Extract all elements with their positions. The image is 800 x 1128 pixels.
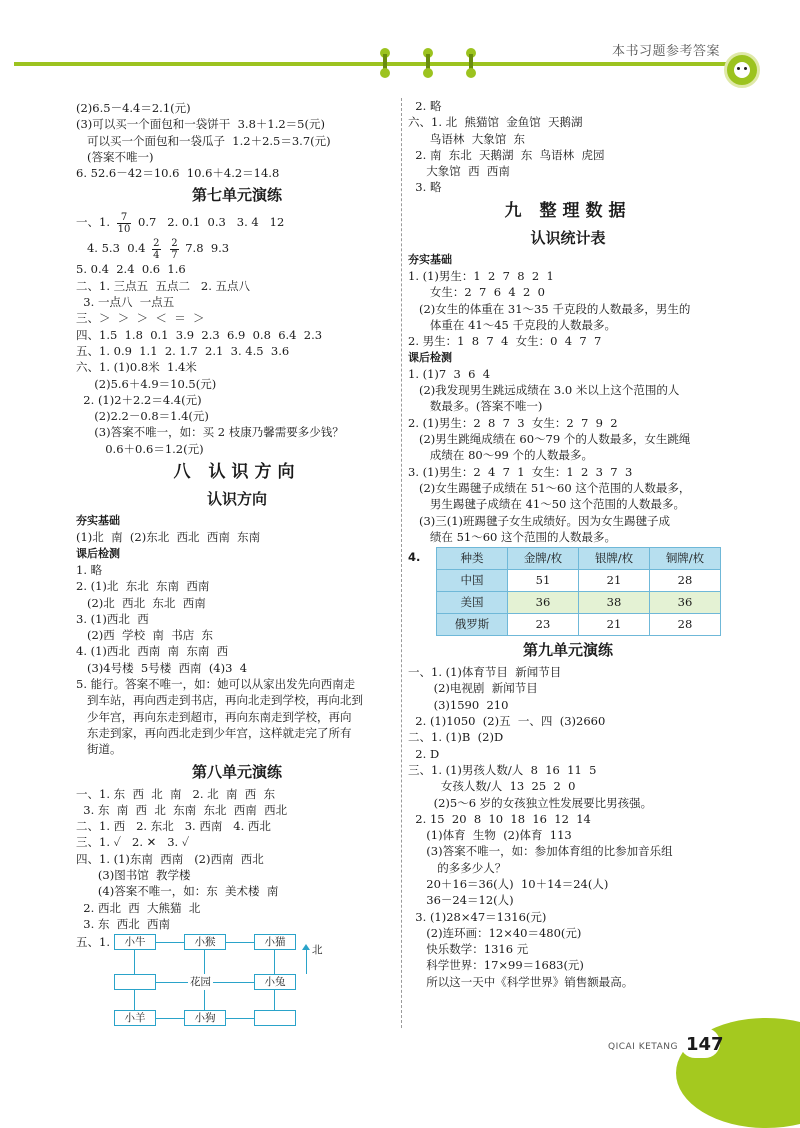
answer-line: 女生：2 7 6 4 2 0: [408, 285, 545, 300]
answer-line: 2. 略: [408, 99, 442, 113]
table-header-cell: 铜牌/枚: [650, 548, 721, 570]
answer-line: 1. 略: [76, 562, 103, 577]
answer-line: 三、＞ ＞ ＞ ＜ ＝ ＞: [76, 311, 205, 326]
answer-line: 三、1. ✓ 2. ✕ 3. ✓: [76, 835, 190, 850]
header-title: 本书习题参考答案: [612, 44, 721, 59]
mascot-logo-icon: [724, 52, 760, 88]
chapter8-title: 八 认识方向: [173, 462, 301, 483]
answer-line: 2. 南 东北 天鹅湖 东 鸟语林 虎园: [408, 147, 605, 162]
map-blank-box: [114, 974, 156, 990]
q4-block: [408, 547, 728, 636]
answer-line: (2)女生踢毽子成绩在 51～60 这个范围的人数最多，: [408, 480, 691, 495]
section8-title: 认识方向: [206, 490, 267, 509]
answer-line: (1)北 南 (2)东北 西北 西南 东南: [76, 530, 261, 545]
table-row: [437, 614, 721, 636]
answer-line: (3)答案不唯一，如：买 2 枝康乃馨需要多少钱？: [76, 425, 344, 440]
answer-line: 男生踢毽子成绩在 41～50 这个范围的人数最多。: [408, 497, 686, 512]
table-cell: 28: [650, 570, 721, 592]
answer-line: 街道。: [76, 742, 122, 757]
table-cell: 38: [579, 592, 650, 614]
answer-line: 六、1. 北 熊猫馆 金鱼馆 天鹅湖: [408, 115, 583, 130]
answer-line: 的多多少人？: [408, 860, 507, 875]
table-cell: 51: [508, 570, 579, 592]
answer-line: 2. (1)2＋2.2＝4.4(元): [76, 392, 202, 407]
answer-line: 体重在 41～45 千克段的人数最多。: [408, 317, 617, 332]
answer-line: 鸟语林 大象馆 东: [408, 131, 526, 146]
answer-text: 7.8 9.3: [185, 241, 230, 256]
answer-line: 到车站，再向西走到书店，再向北走到学校，再向北到: [76, 693, 363, 708]
answer-line: (答案不唯一): [76, 149, 154, 164]
table-cell: 36: [508, 592, 579, 614]
unit7-title: 第七单元演练: [191, 186, 282, 205]
chapter9-title: 九 整理数据: [504, 200, 632, 221]
map-label-cat: 小猫: [254, 934, 296, 950]
answer-line: (3)三(1)班踢毽子女生成绩好。因为女生踢毽子成: [408, 513, 671, 528]
answer-line: 四、1.5 1.8 0.1 3.9 2.3 6.9 0.8 6.4 2.3: [76, 327, 323, 342]
answer-line: 大象馆 西 西南: [408, 164, 510, 179]
unit9-title: 第九单元演练: [522, 641, 613, 660]
answer-line: 一、1. (1)体育节目 新闻节目: [408, 665, 562, 680]
answer-line: 3. (1)28×47＝1316(元): [408, 909, 547, 924]
answer-line: 绩在 51～60 这个范围的人数最多。: [408, 529, 617, 544]
table-header-cell: 金牌/枚: [508, 548, 579, 570]
map-label-rabbit: 小兔: [254, 974, 296, 990]
answer-line: 3. (1)西北 西: [76, 611, 149, 626]
answer-line: 2. 西北 西 大熊猫 北: [76, 900, 201, 915]
answer-line: 五、1. 0.9 1.1 2. 1.7 2.1 3. 4.5 3.6: [76, 343, 290, 358]
table-cell: 23: [508, 614, 579, 636]
after-label: 课后检测: [76, 546, 120, 560]
answer-line: 3. (1)男生：2 4 7 1 女生：1 2 3 7 3: [408, 464, 633, 479]
table-cell: 俄罗斯: [437, 614, 508, 636]
table-header-cell: 银牌/枚: [579, 548, 650, 570]
answer-line: (2)6.5－4.4＝2.1(元): [76, 101, 191, 115]
answer-line: (2)2.2－0.8＝1.4(元): [76, 409, 209, 424]
page-number: 147: [686, 1034, 724, 1055]
answer-line: 5. 能行。答案不唯一，如：她可以从家出发先向西南走: [76, 677, 356, 692]
answer-line: (2)5～6 岁的女孩独立性发展要比男孩强。: [408, 795, 653, 810]
map-path: [274, 990, 275, 1012]
answer-line: 2. (1)1050 (2)五 一、四 (3)2660: [408, 714, 606, 729]
answer-line: 所以这一天中《科学世界》销售额最高。: [408, 974, 634, 989]
answer-line: 4. (1)西北 西南 南 东南 西: [76, 644, 229, 659]
answer-line: (2)连环画：12×40＝480(元): [408, 925, 582, 940]
map-label-garden: 花园: [188, 974, 213, 990]
answer-line: [76, 209, 398, 235]
answer-line: (2)电视剧 新闻节目: [408, 681, 538, 696]
answer-line: 二、1. 三点五 五点二 2. 五点八: [76, 278, 251, 293]
answer-line: (2)西 学校 南 书店 东: [76, 628, 213, 643]
answer-line: (2)我发现男生跳远成绩在 3.0 米以上这个范围的人: [408, 383, 680, 398]
table-cell: 28: [650, 614, 721, 636]
footer-brand: QICAI KETANG: [608, 1042, 678, 1052]
answer-text: 0.7 2. 0.1 0.3 3. 4 12: [138, 215, 285, 230]
answer-line: 女孩人数/人 13 25 2 0: [408, 779, 576, 794]
answer-line: (3)答案不唯一，如：参加体育组的比参加音乐组: [408, 844, 673, 859]
table-header-cell: 种类: [437, 548, 508, 570]
left-column: [76, 100, 398, 1034]
north-label: 北: [312, 944, 323, 957]
map-path: [274, 950, 275, 976]
answer-line: (4)答案不唯一，如：东 美术楼 南: [76, 884, 279, 899]
answer-line: 6. 52.6－42＝10.6 10.6＋4.2＝14.8: [76, 166, 280, 181]
map-path: [134, 990, 135, 1012]
answer-line: 3. 略: [408, 180, 442, 195]
basic-label: 夯实基础: [408, 252, 452, 266]
answer-text: 4. 5.3 0.4: [86, 241, 146, 256]
table-cell: 21: [579, 570, 650, 592]
binder-clip-icon: [425, 48, 431, 76]
basic-label: 夯实基础: [76, 514, 120, 528]
medal-table: [436, 547, 721, 636]
answer-line: 二、1. (1)B (2)D: [408, 730, 504, 745]
answer-line: 36－24＝12(人): [408, 893, 514, 908]
answer-line: (3)4号楼 5号楼 西南 (4)3 4: [76, 660, 248, 675]
binder-clip-icon: [382, 48, 388, 76]
answer-line: (3)图书馆 教学楼: [76, 867, 191, 882]
answer-prefix: 一、1.: [76, 215, 110, 230]
answer-line: 四、1. (1)东南 西南 (2)西南 西北: [76, 851, 264, 866]
answer-line: [76, 235, 398, 261]
north-arrow-icon: [306, 948, 307, 974]
answer-line: (2)北 西北 东北 西南: [76, 595, 206, 610]
table-cell: 36: [650, 592, 721, 614]
answer-line: 2. (1)男生：2 8 7 3 女生：2 7 9 2: [408, 415, 618, 430]
map-blank-box: [254, 1010, 296, 1026]
answer-line: 0.6＋0.6＝1.2(元): [76, 441, 204, 456]
section9-title: 认识统计表: [530, 228, 606, 247]
answer-line: 3. 一点八 一点五: [76, 295, 175, 310]
answer-line: 科学世界：17×99＝1683(元): [408, 958, 584, 973]
answer-line: 2. 15 20 8 10 18 16 12 14: [408, 811, 591, 826]
answer-line: (3)可以买一个面包和一袋饼干 3.8＋1.2＝5(元): [76, 117, 325, 132]
table-row: [437, 592, 721, 614]
answer-line: 数最多。(答案不唯一): [408, 399, 543, 414]
answer-line: (1)体育 生物 (2)体育 113: [408, 828, 572, 843]
unit8-title: 第八单元演练: [191, 762, 282, 781]
answer-line: 可以买一个面包和一袋瓜子 1.2＋2.5＝3.7(元): [76, 133, 331, 148]
map-label-dog: 小狗: [184, 1010, 226, 1026]
answer-line: 成绩在 80～99 个的人数最多。: [408, 448, 594, 463]
answer-line: 二、1. 西 2. 东北 3. 西南 4. 西北: [76, 819, 271, 834]
answer-line: 3. 东 西北 西南: [76, 916, 171, 931]
answer-line: 2. (1)北 东北 东南 西南: [76, 579, 210, 594]
answer-line: 少年宫，再向东走到超市，再向东南走到学校，再向: [76, 709, 352, 724]
answer-line: 一、1. 东 西 北 南 2. 北 南 西 东: [76, 786, 276, 801]
binder-clip-icon: [468, 48, 474, 76]
map-path: [134, 950, 135, 976]
column-divider: [401, 98, 402, 1028]
answer-prefix: 4.: [408, 550, 421, 565]
answer-line: 东走到家，再向西北走到少年宫，这样就走完了所有: [76, 725, 352, 740]
answer-line: 2. D: [408, 746, 440, 761]
map-label-monkey: 小猴: [184, 934, 226, 950]
map-label-sheep: 小羊: [114, 1010, 156, 1026]
answer-line: 1. (1)7 3 6 4: [408, 366, 491, 381]
north-arrowhead-icon: [302, 944, 310, 950]
answer-line: 三、1. (1)男孩人数/人 8 16 11 5: [408, 762, 597, 777]
answer-line: 快乐数学：1316 元: [408, 942, 529, 957]
answer-line: 20＋16＝36(人) 10＋14＝24(人): [408, 876, 609, 891]
table-row: [437, 570, 721, 592]
header-rule: [14, 62, 734, 66]
table-header-row: [437, 548, 721, 570]
table-cell: 美国: [437, 592, 508, 614]
answer-line: (3)1590 210: [408, 697, 509, 712]
answer-line: 六、1. (1)0.8米 1.4米: [76, 360, 197, 375]
fraction: $\frac{7}{10}$: [117, 211, 131, 235]
fraction: $\frac{2}{7}$: [171, 237, 178, 261]
answer-line: 1. (1)男生：1 2 7 8 2 1: [408, 269, 554, 284]
map-label-calf: 小牛: [114, 934, 156, 950]
answer-line: (2)5.6＋4.9＝10.5(元): [76, 376, 217, 391]
answer-line: (2)女生的体重在 31～35 千克段的人数最多，男生的: [408, 301, 691, 316]
answer-line: 5. 0.4 2.4 0.6 1.6: [76, 262, 186, 277]
table-cell: 中国: [437, 570, 508, 592]
after-label: 课后检测: [408, 350, 452, 364]
answer-line: 3. 东 南 西 北 东南 东北 西南 西北: [76, 802, 288, 817]
answer-line: (2)男生跳绳成绩在 60～79 个的人数最多，女生跳绳: [408, 432, 691, 447]
right-column: [408, 98, 728, 990]
table-cell: 21: [579, 614, 650, 636]
answer-prefix: 五、1.: [76, 935, 110, 950]
fraction: $\frac{2}{4}$: [153, 237, 160, 261]
direction-map: [76, 934, 398, 1034]
answer-line: 2. 男生：1 8 7 4 女生：0 4 7 7: [408, 334, 602, 349]
